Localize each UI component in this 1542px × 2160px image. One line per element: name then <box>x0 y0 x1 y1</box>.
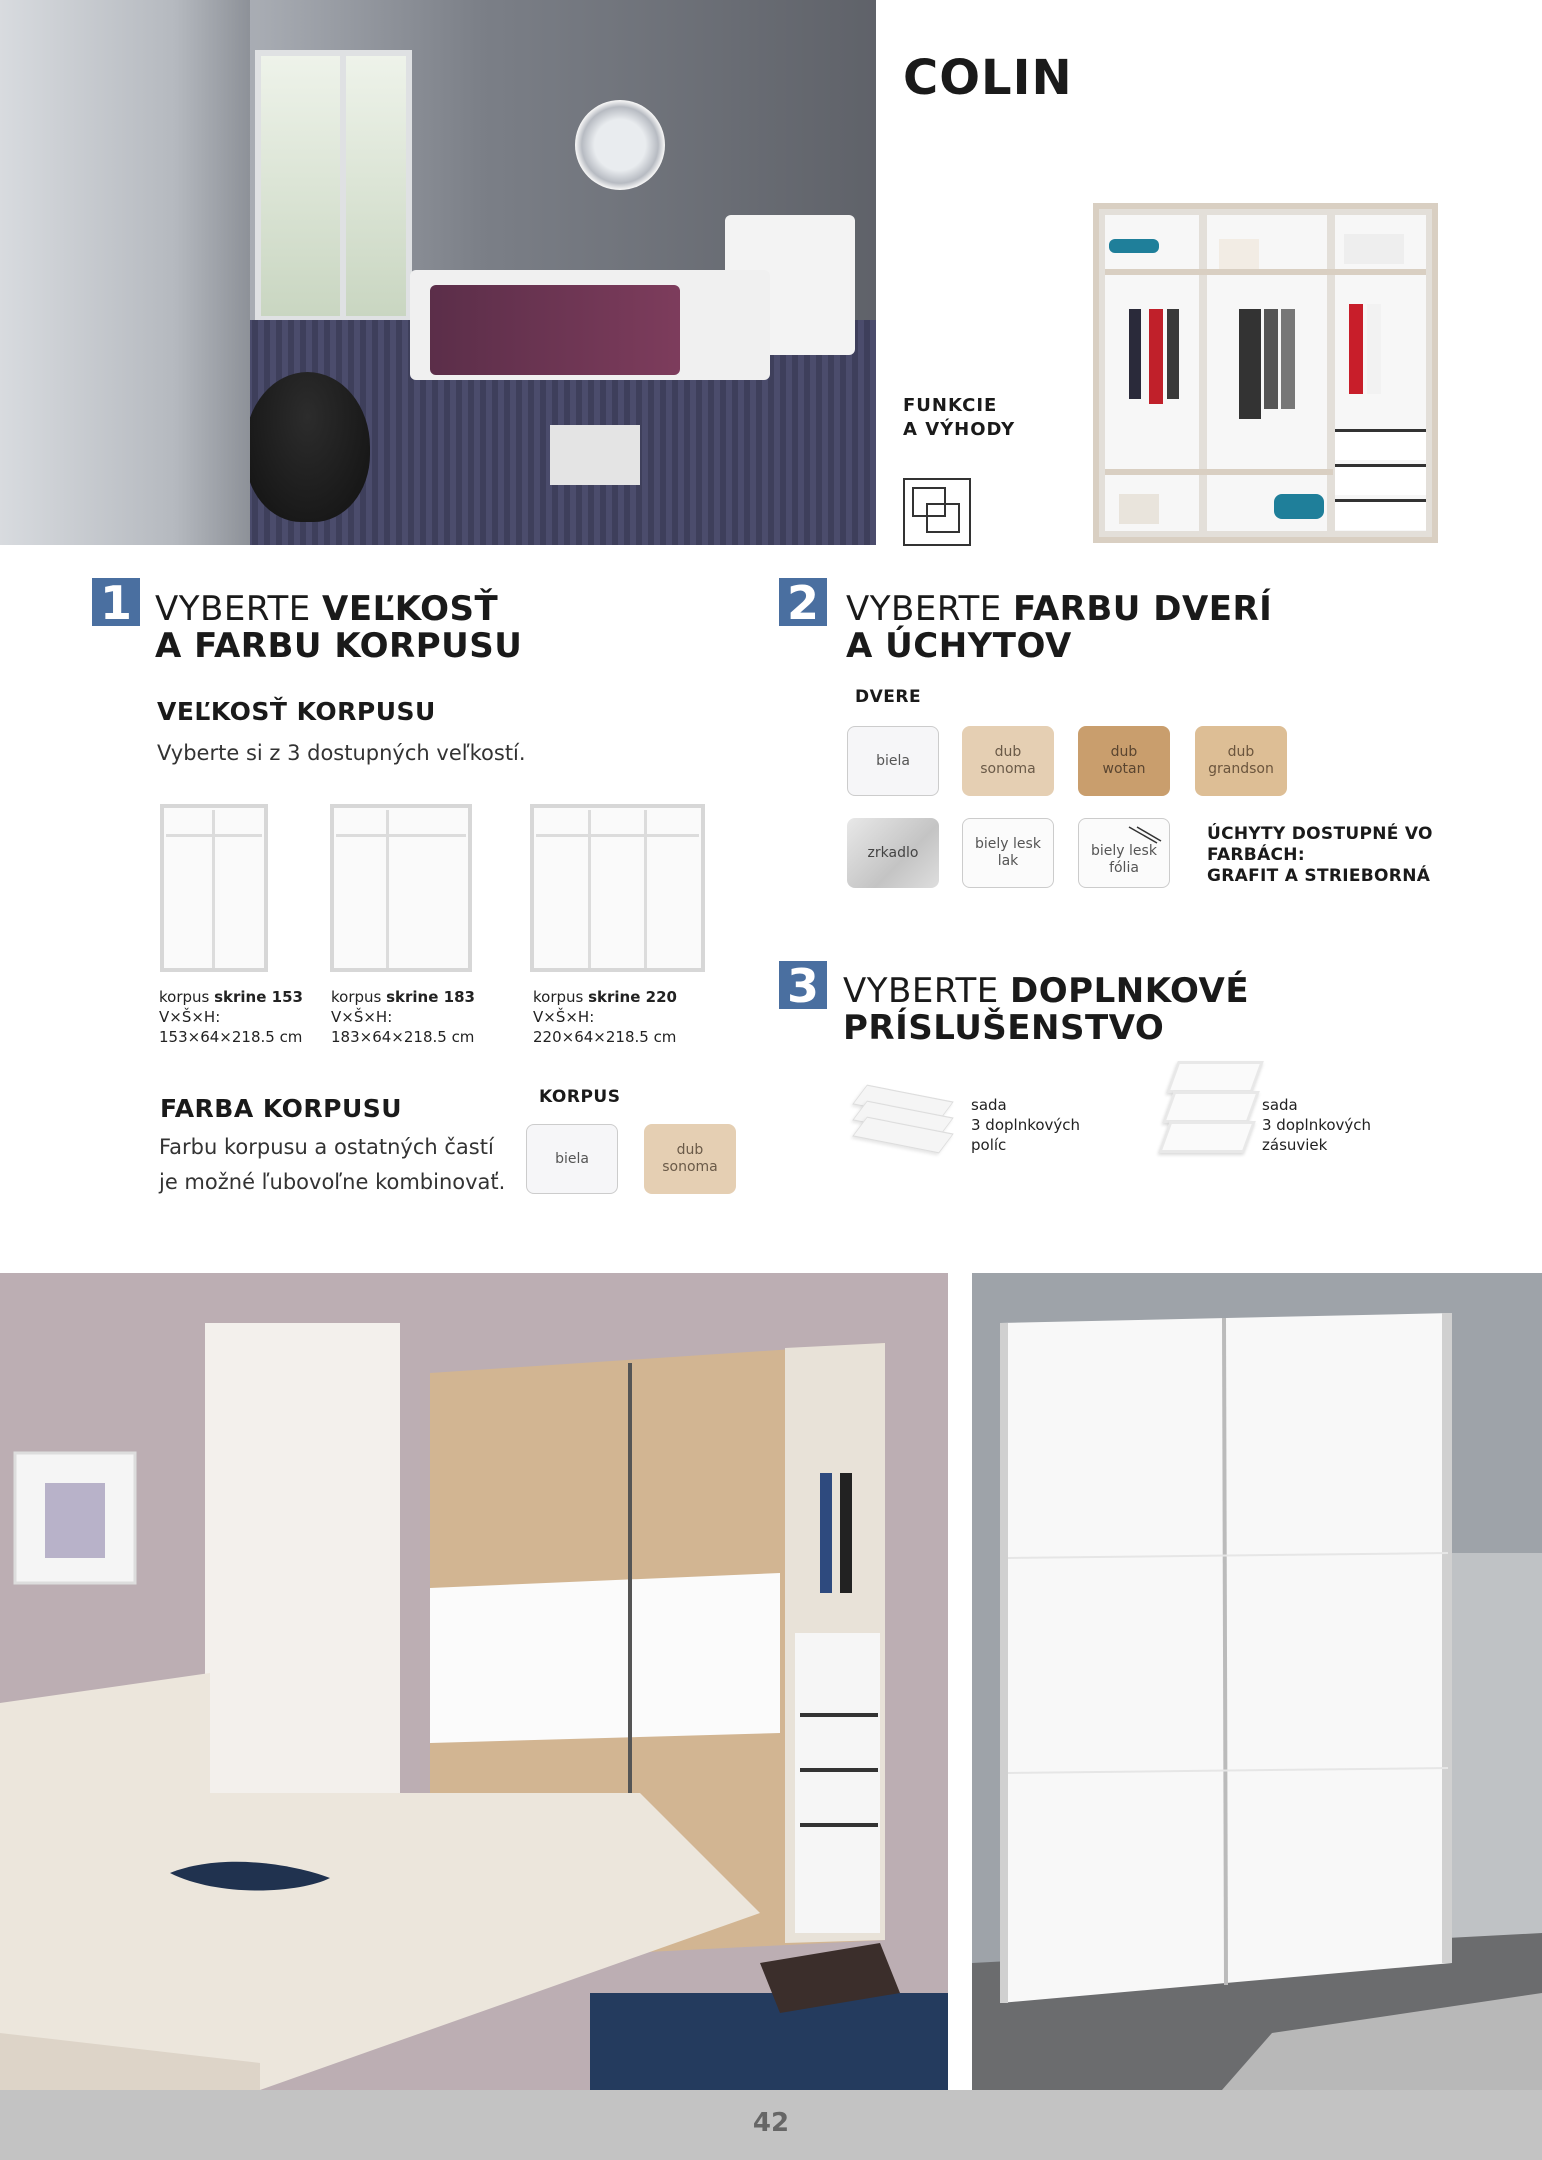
wardrobe-153-image <box>160 804 268 972</box>
korpus-swatch-biela[interactable] <box>526 1124 618 1194</box>
sliding-doors-icon <box>903 478 971 546</box>
size-description: Vyberte si z 3 dostupných veľkostí. <box>157 741 526 765</box>
handles-line1: ÚCHYTY DOSTUPNÉ VO <box>1207 824 1433 844</box>
door-swatch-dub-grandson[interactable] <box>1195 726 1287 796</box>
size-title: VEĽKOSŤ KORPUSU <box>157 697 436 726</box>
swatch-label-line1: biely lesk <box>975 836 1041 852</box>
door-swatch-dub-wotan[interactable] <box>1078 726 1170 796</box>
features-label <box>903 394 1103 442</box>
swatch-label-line2: lak <box>997 853 1019 869</box>
hero-bedroom-photo <box>0 0 876 545</box>
size-caption-183 <box>331 987 491 1047</box>
swatch-label-line1: biely lesk <box>1091 843 1157 859</box>
section3-heading <box>843 973 1249 1047</box>
size-dim-label: V×Š×H: <box>533 1008 595 1026</box>
handles-info <box>1207 824 1433 887</box>
swatch-label-line1: dub <box>994 744 1022 760</box>
handles-line2: FARBÁCH: <box>1207 845 1305 865</box>
step-number-2: 2 <box>779 578 827 626</box>
color-description <box>159 1130 505 1200</box>
handles-line3: GRAFIT A STRIEBORNÁ <box>1207 866 1431 886</box>
section2-heading-bold1: FARBU DVERÍ <box>1013 589 1273 629</box>
size-dim-label: V×Š×H: <box>159 1008 221 1026</box>
size-dims: 183×64×218.5 cm <box>331 1028 475 1046</box>
korpus-swatch-dub-sonoma[interactable] <box>644 1124 736 1194</box>
size-name: skrine 153 <box>214 988 303 1006</box>
door-swatch-zrkadlo[interactable] <box>847 818 939 888</box>
door-swatch-biely-lesk-folia[interactable] <box>1078 818 1170 888</box>
size-dims: 153×64×218.5 cm <box>159 1028 303 1046</box>
product-title: COLIN <box>903 50 1073 106</box>
section1-heading-light: VYBERTE <box>155 589 323 629</box>
swatch-label: biela <box>876 752 910 769</box>
section2-heading-light: VYBERTE <box>846 589 1014 629</box>
wardrobe-183-image <box>330 804 472 972</box>
step-number-1: 1 <box>92 578 140 626</box>
door-swatch-dub-sonoma[interactable] <box>962 726 1054 796</box>
size-prefix: korpus <box>533 988 589 1006</box>
size-name: skrine 220 <box>588 988 677 1006</box>
bedroom-photo-oak-wardrobe <box>0 1273 948 2090</box>
drawers-accessory-image <box>1152 1055 1252 1165</box>
size-dims: 220×64×218.5 cm <box>533 1028 677 1046</box>
accessory-line3: zásuviek <box>1262 1136 1328 1154</box>
section2-heading <box>846 591 1272 665</box>
bedroom-photo-white-wardrobe <box>972 1273 1542 2090</box>
gloss-lines-icon <box>1127 825 1163 845</box>
size-prefix: korpus <box>331 988 387 1006</box>
swatch-label-line2: sonoma <box>662 1159 718 1175</box>
swatch-label-line2: wotan <box>1102 761 1146 777</box>
section1-heading-bold2: A FARBU KORPUSU <box>155 626 523 666</box>
size-prefix: korpus <box>159 988 215 1006</box>
page-number: 42 <box>752 2108 790 2138</box>
color-description-line1: Farbu korpusu a ostatných častí <box>159 1135 494 1159</box>
swatch-label-line1: dub <box>676 1142 704 1158</box>
accessory-line2: 3 doplnkových <box>1262 1116 1372 1134</box>
accessory-line2: 3 doplnkových <box>971 1116 1081 1134</box>
section3-heading-light: VYBERTE <box>843 971 1011 1011</box>
section3-heading-bold1: DOPLNKOVÉ <box>1010 971 1250 1011</box>
korpus-label: KORPUS <box>539 1087 621 1107</box>
wardrobe-220-image <box>530 804 705 972</box>
door-swatch-biely-lesk-lak[interactable] <box>962 818 1054 888</box>
door-swatch-biela[interactable] <box>847 726 939 796</box>
swatch-label: zrkadlo <box>867 844 919 861</box>
doors-label: DVERE <box>855 687 922 707</box>
accessory-line1: sada <box>971 1096 1007 1114</box>
swatch-label: biela <box>555 1150 589 1167</box>
accessory-line1: sada <box>1262 1096 1298 1114</box>
size-caption-220 <box>533 987 713 1047</box>
swatch-label-line1: dub <box>1227 744 1255 760</box>
wardrobe-interior-image <box>1093 203 1438 543</box>
section1-heading-bold1: VEĽKOSŤ <box>322 589 499 629</box>
swatch-label-line2: grandson <box>1208 761 1274 777</box>
features-label-line1: FUNKCIE <box>903 395 998 416</box>
swatch-label-line2: sonoma <box>980 761 1036 777</box>
swatch-label-line1: dub <box>1110 744 1138 760</box>
section3-heading-bold2: PRÍSLUŠENSTVO <box>843 1008 1165 1048</box>
color-title: FARBA KORPUSU <box>160 1094 403 1123</box>
step-number-3: 3 <box>779 961 827 1009</box>
features-label-line2: A VÝHODY <box>903 419 1016 440</box>
swatch-label-line2: fólia <box>1109 860 1139 876</box>
section1-heading <box>155 591 522 665</box>
size-dim-label: V×Š×H: <box>331 1008 393 1026</box>
shelves-accessory-image <box>842 1085 952 1165</box>
accessory-line3: políc <box>971 1136 1007 1154</box>
color-description-line2: je možné ľubovoľne kombinovať. <box>159 1170 506 1194</box>
shelves-accessory-text <box>971 1095 1080 1155</box>
section2-heading-bold2: A ÚCHYTOV <box>846 626 1072 666</box>
size-caption-153 <box>159 987 319 1047</box>
drawers-accessory-text <box>1262 1095 1371 1155</box>
size-name: skrine 183 <box>386 988 475 1006</box>
